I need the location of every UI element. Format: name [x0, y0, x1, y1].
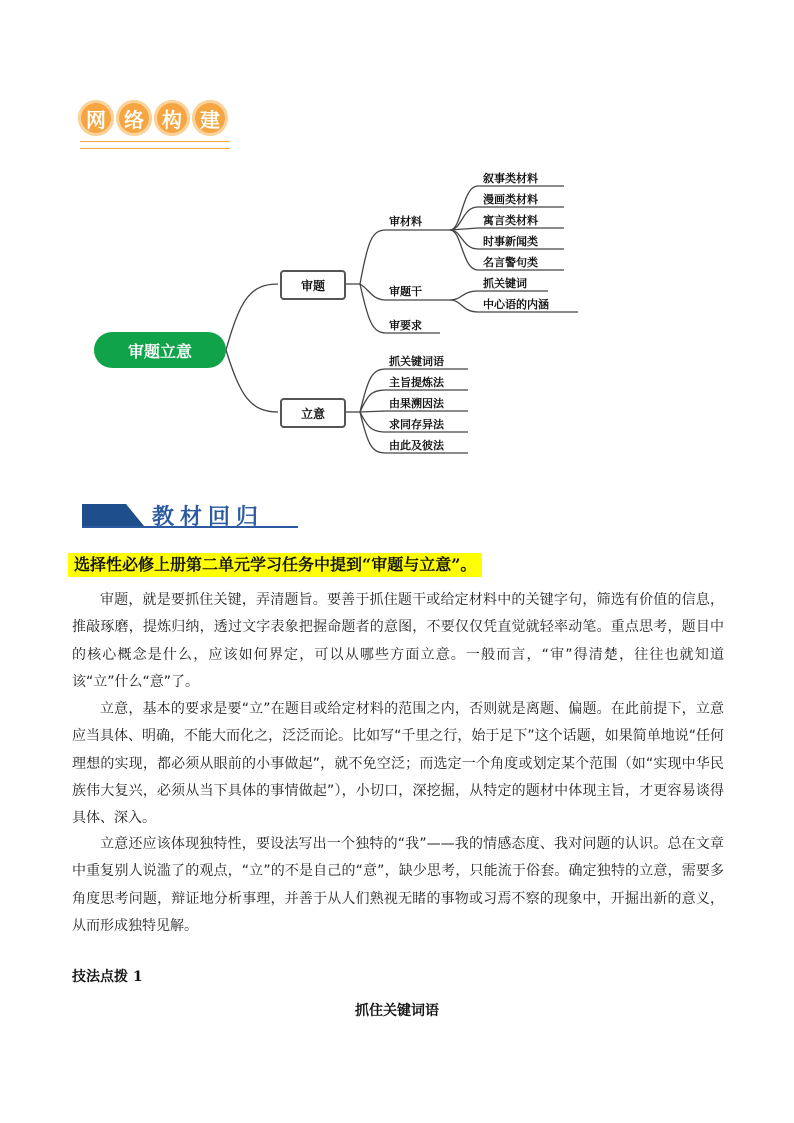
- badge-char: 构: [154, 100, 190, 136]
- mindmap-leaf: 时事新闻类: [483, 235, 538, 248]
- highlighted-heading: 选择性必修上册第二单元学习任务中提到“审题与立意”。: [68, 553, 482, 577]
- technique-label: 技法点拨 1: [72, 969, 143, 985]
- badge-char: 络: [116, 100, 152, 136]
- mindmap-leaf: 叙事类材料: [483, 172, 538, 185]
- mindmap-leaf: 中心语的内涵: [483, 298, 549, 311]
- banner-underline: [82, 526, 298, 528]
- mindmap-sub-shenyaoqiu: 审要求: [389, 319, 422, 332]
- mindmap-leaf: 寓言类材料: [483, 214, 538, 227]
- mindmap-root-node: 审题立意: [94, 332, 226, 368]
- section-title: 教材回归: [152, 504, 265, 530]
- technique-title: 抓住关键词语: [355, 1003, 439, 1019]
- mindmap-leaf: 抓关键词语: [389, 355, 444, 368]
- mindmap-sub-shentigan: 审题干: [389, 285, 422, 298]
- paragraph: 审题，就是要抓住关键，弄清题旨。要善于抓住题干或给定材料中的关键字句，筛选有价值的信息，推敲琢磨，提炼归纳，透过文字表象把握命题者的意图，不要仅仅凭直觉就轻率动笔。重点思考，题目中的核心概念是什么，应该如何界定，可以从哪些方面立意。一般而言，“审”得清楚，往往也就知道该“立”什么“意”了。: [72, 592, 724, 690]
- mindmap-leaf: 名言警句类: [483, 256, 538, 269]
- mindmap-leaf: 抓关键词: [483, 277, 527, 290]
- banner-arrow-shape: [82, 504, 146, 526]
- mindmap-leaf: 由果溯因法: [389, 397, 444, 410]
- mindmap-leaf: 求同存异法: [389, 418, 444, 431]
- badge-char: 建: [192, 100, 228, 136]
- paragraph: 立意还应该体现独特性，要设法写出一个独特的“我”——我的情感态度、我对问题的认识。总在文章中重复别人说滥了的观点，“立”的不是自己的“意”，缺少思考，只能流于俗套。确定独特的立意，需要多角度思考问题，辩证地分析事理，并善于从人们熟视无睹的事物或习焉不察的现象中，开掘出新的意义，从而形成独特见解。: [72, 836, 724, 934]
- badge-char: 网: [78, 100, 114, 136]
- mindmap-leaf: 主旨提炼法: [389, 376, 444, 389]
- mindmap-leaf: 漫画类材料: [483, 193, 538, 206]
- paragraph: 立意，基本的要求是要“立”在题目或给定材料的范围之内，否则就是离题、偏题。在此前提下，立意应当具体、明确，不能大而化之，泛泛而论。比如写“千里之行，始于足下”这个话题，如果简单地说“任何理想的实现，都必须从眼前的小事做起”，就不免空泛；而选定一个角度或划定某个范围（如“实现中华民族伟大复兴，必须从当下具体的事情做起”），小切口，深挖掘，从特定的题材中体现主旨，才更容易谈得具体、深入。: [72, 701, 724, 827]
- mindmap-sub-shencailiao: 审材料: [389, 215, 422, 228]
- mindmap-branch-liyi: 立意: [280, 398, 346, 428]
- mindmap-leaf: 由此及彼法: [389, 439, 444, 452]
- mindmap-branch-shenti: 审题: [280, 270, 346, 300]
